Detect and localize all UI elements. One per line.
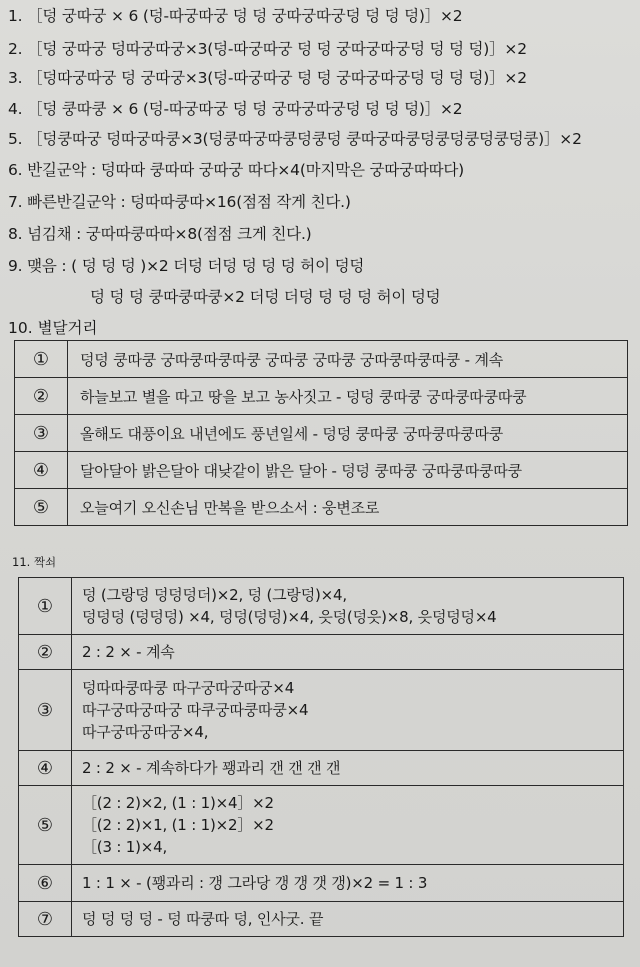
line-9-continuation: 덩 덩 덩 쿵따쿵따쿵×2 더덩 더덩 덩 덩 덩 허이 덩덩 — [90, 288, 441, 306]
row-line: 덩따따쿵따쿵 따구궁따궁따궁×4 — [82, 679, 295, 697]
row-text: 올해도 대풍이요 내년에도 풍년일세 - 덩덩 쿵따쿵 궁따쿵따쿵따쿵 — [68, 415, 628, 452]
row-text: 오늘여기 오신손님 만복을 받으소서 : 웅변조로 — [68, 489, 628, 526]
row-mark: ④ — [15, 452, 68, 489]
row-content — [72, 635, 624, 670]
row-mark: ① — [19, 578, 72, 635]
row-content — [72, 902, 624, 937]
row-content — [72, 670, 624, 751]
row-line: 덩 덩 덩 덩 - 덩 따쿵따 덩, 인사굿. 끝 — [82, 910, 324, 928]
line-8 — [8, 222, 312, 244]
line-1 — [8, 4, 462, 26]
table-row — [15, 489, 628, 526]
row-mark: ⑥ — [19, 865, 72, 902]
table-row — [19, 751, 624, 786]
row-mark: ⑦ — [19, 902, 72, 937]
table-row — [19, 786, 624, 865]
line-5 — [8, 127, 582, 149]
table-row — [15, 378, 628, 415]
row-text: 달아달아 밝은달아 대낮같이 밝은 달아 - 덩덩 쿵따쿵 궁따쿵따쿵따쿵 — [68, 452, 628, 489]
line-number: 5. — [8, 130, 23, 148]
line-number: 7. — [8, 193, 23, 211]
row-mark: ⑤ — [15, 489, 68, 526]
line-3 — [8, 66, 527, 88]
row-line: 2 : 2 × - 계속 — [82, 643, 175, 661]
row-line: 따구궁따궁따궁 따쿠궁따쿵따쿵×4 — [82, 701, 309, 719]
line-number: 9. — [8, 257, 23, 275]
line-text: ［덩 쿵따쿵 × 6 (덩-따궁따궁 덩 덩 궁따궁따궁덩 덩 덩 덩)］×2 — [27, 100, 463, 118]
line-2 — [8, 37, 527, 59]
row-line: 1 : 1 × - (꽹과리 : 갱 그라당 갱 갱 갯 갱)×2 = 1 : 3 — [82, 874, 428, 892]
row-content — [72, 865, 624, 902]
line-text: ［덩쿵따궁 덩따궁따쿵×3(덩쿵따궁따쿵덩쿵덩 쿵따궁따쿵덩쿵덩쿵덩쿵덩쿵)］×2 — [27, 130, 582, 148]
line-number: 8. — [8, 225, 23, 243]
line-text: 넘김채 : 궁따따쿵따따×8(점점 크게 친다.) — [27, 225, 312, 243]
line-number: 2. — [8, 40, 23, 58]
row-mark: ③ — [19, 670, 72, 751]
table-row — [15, 341, 628, 378]
table-row — [19, 670, 624, 751]
row-content — [72, 751, 624, 786]
line-number: 3. — [8, 69, 23, 87]
section-11-title: 11. 짝쇠 — [12, 555, 57, 569]
row-mark: ③ — [15, 415, 68, 452]
row-line: 덩덩덩 (덩덩덩) ×4, 덩덩(덩덩)×4, 읏덩(덩읏)×8, 읏덩덩덩×4 — [82, 608, 497, 626]
table-row — [15, 415, 628, 452]
line-7 — [8, 190, 351, 212]
table-row — [19, 902, 624, 937]
row-line: 덩 (그랑덩 덩덩덩더)×2, 덩 (그랑덩)×4, — [82, 586, 347, 604]
line-text: 반길군악 : 덩따따 쿵따따 궁따궁 따다×4(마지막은 궁따궁따따다) — [27, 161, 464, 179]
line-number: 1. — [8, 7, 23, 25]
row-mark: ④ — [19, 751, 72, 786]
row-line: 따구궁따궁따궁×4, — [82, 723, 209, 741]
row-text: 덩덩 쿵따쿵 궁따쿵따쿵따쿵 궁따쿵 궁따쿵 궁따쿵따쿵따쿵 - 계속 — [68, 341, 628, 378]
row-mark: ⑤ — [19, 786, 72, 865]
row-line: 2 : 2 × - 계속하다가 꽹과리 갠 갠 갠 갠 — [82, 759, 341, 777]
table-row — [19, 578, 624, 635]
row-mark: ② — [19, 635, 72, 670]
row-line: ［(2 : 2)×1, (1 : 1)×2］×2 — [82, 816, 274, 834]
line-4 — [8, 97, 462, 119]
row-line: ［(3 : 1)×4, — [82, 838, 168, 856]
line-text: ［덩따궁따궁 덩 궁따궁×3(덩-따궁따궁 덩 덩 궁따궁따궁덩 덩 덩 덩)］×2 — [27, 69, 527, 87]
row-mark: ① — [15, 341, 68, 378]
row-text: 하늘보고 별을 따고 땅을 보고 농사짓고 - 덩덩 쿵따쿵 궁따쿵따쿵따쿵 — [68, 378, 628, 415]
line-9 — [8, 254, 364, 276]
line-text: 빠른반길군악 : 덩따따쿵따×16(점점 작게 친다.) — [27, 193, 351, 211]
line-6 — [8, 158, 464, 180]
line-number: 6. — [8, 161, 23, 179]
row-line: ［(2 : 2)×2, (1 : 1)×4］×2 — [82, 794, 274, 812]
row-content — [72, 578, 624, 635]
line-number: 4. — [8, 100, 23, 118]
line-text: ［덩 궁따궁 덩따궁따궁×3(덩-따궁따궁 덩 덩 궁따궁따궁덩 덩 덩 덩)］×2 — [27, 40, 527, 58]
line-text: ［덩 궁따궁 × 6 (덩-따궁따궁 덩 덩 궁따궁따궁덩 덩 덩 덩)］×2 — [27, 7, 463, 25]
line-text: 맺음 : ( 덩 덩 덩 )×2 더덩 더덩 덩 덩 덩 허이 덩덩 — [27, 257, 365, 275]
table-row — [15, 452, 628, 489]
table-row — [19, 865, 624, 902]
section-10-table — [14, 340, 628, 526]
row-mark: ② — [15, 378, 68, 415]
row-content — [72, 786, 624, 865]
section-10-title: 10. 별달거리 — [8, 319, 98, 337]
table-row — [19, 635, 624, 670]
section-11-table — [18, 577, 624, 937]
